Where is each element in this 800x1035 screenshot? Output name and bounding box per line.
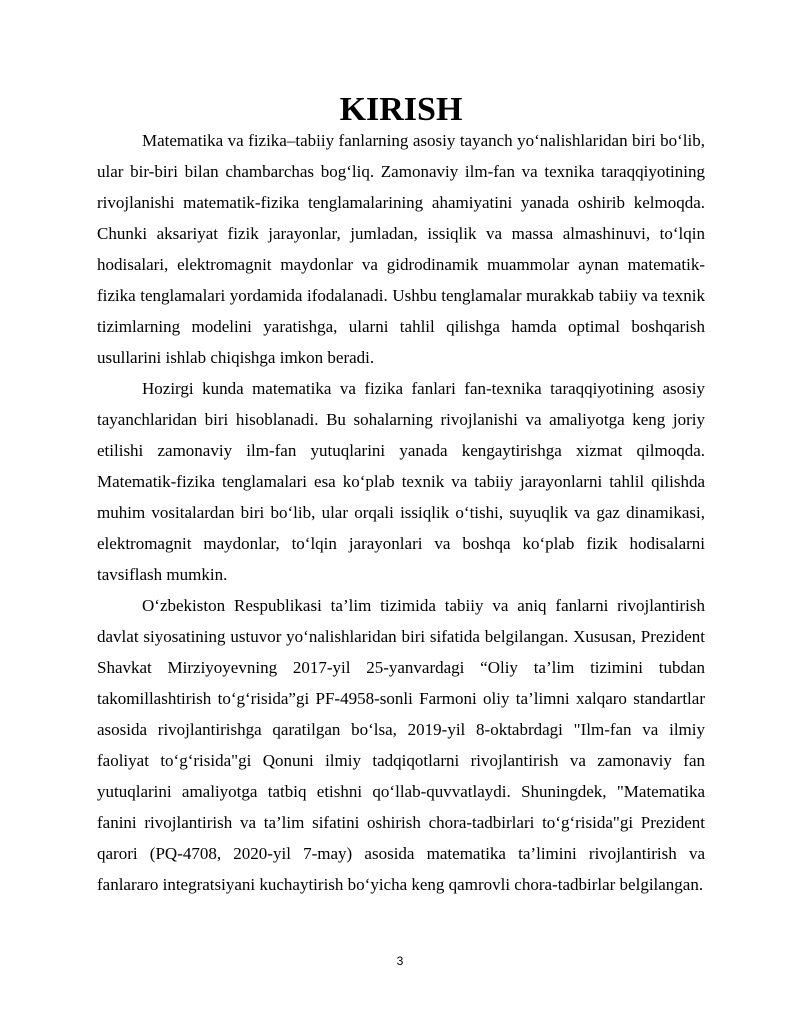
page-number: 3	[396, 954, 404, 968]
section-title: KIRISH	[339, 91, 463, 128]
paragraph-3: O‘zbekiston Respublikasi ta’lim tizimida tabiiy va aniq fanlarni rivojlantirish davlat siyosatining ustuvor yo‘nalishlaridan biri sifatida belgilangan. Xususan, Prezident Shavkat Mirziyoyevning 2017-yil 25-yanvardagi “Oliy ta’lim tizimini tubdan takomillashtirish to‘g‘risida”gi PF-4958-sonli Farmoni oliy ta’limni xalqaro standartlar asosida rivojlantirishga qaratilgan bo‘lsa, 2019-yil 8-oktabrdagi "Ilm-fan va ilmiy faoliyat to‘g‘risida"gi Qonuni ilmiy tadqiqotlarni rivojlantirish va zamonaviy fan yutuqlarini amaliyotga tatbiq etishni qo‘llab-quvvatlaydi. Shuningdek, "Matematika fanini rivojlantirish va ta’lim sifatini oshirish chora-tadbirlari to‘g‘risida"gi Prezident qarori (PQ-4708, 2020-yil 7-may) asosida matematika ta’limini rivojlantirish va fanlararo integratsiyani kuchaytirish bo‘yicha keng qamrovli chora-tadbirlar belgilangan.	[97, 596, 705, 894]
paragraph-1: Matematika va fizika–tabiiy fanlarning asosiy tayanch yo‘nalishlaridan biri bo‘lib, ular bir-biri bilan chambarchas bog‘liq. Zamonaviy ilm-fan va texnika taraqqiyotining rivojlanishi matematik-fizika tenglamalarining ahamiyatini yanada oshirib kelmoqda. Chunki aksariyat fizik jarayonlar, jumladan, issiqlik va massa almashinuvi, to‘lqin hodisalari, elektromagnit maydonlar va gidrodinamik muammolar aynan matematik-fizika tenglamalari yordamida ifodalanadi. Ushbu tenglamalar murakkab tabiiy va texnik tizimlarning modelini yaratishga, ularni tahlil qilishga hamda optimal boshqarish usullarini ishlab chiqishga imkon beradi.	[97, 131, 705, 367]
document-body	[97, 91, 705, 900]
paragraph-2: Hozirgi kunda matematika va fizika fanlari fan-texnika taraqqiyotining asosiy tayanchlaridan biri hisoblanadi. Bu sohalarning rivojlanishi va amaliyotga keng joriy etilishi zamonaviy ilm-fan yutuqlarini yanada kengaytirishga xizmat qilmoqda. Matematik-fizika tenglamalari esa ko‘plab texnik va tabiiy jarayonlarni tahlil qilishda muhim vositalardan biri bo‘lib, ular orqali issiqlik o‘tishi, suyuqlik va gaz dinamikasi, elektromagnit maydonlar, to‘lqin jarayonlari va boshqa ko‘plab fizik hodisalarni tavsiflash mumkin.	[97, 379, 705, 584]
